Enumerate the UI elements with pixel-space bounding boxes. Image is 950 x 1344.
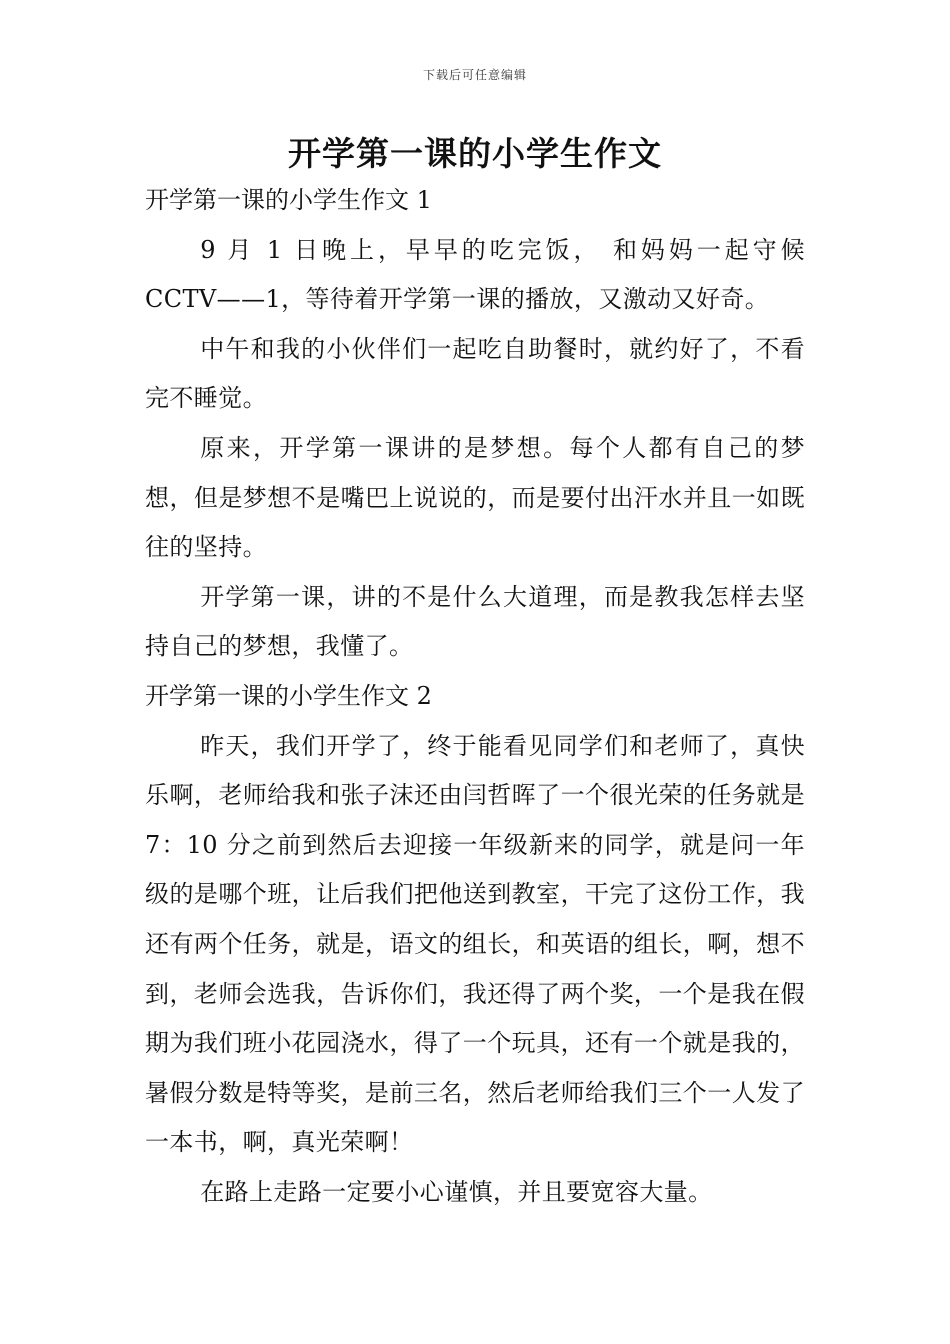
paragraph: 开学第一课，讲的不是什么大道理，而是教我怎样去坚持自己的梦想，我懂了。 [145,582,805,661]
paragraph: 原来，开学第一课讲的是梦想。每个人都有自己的梦想，但是梦想不是嘴巴上说说的，而是要付出汗水并且一如既往的坚持。 [145,433,805,562]
paragraph: 中午和我的小伙伴们一起吃自助餐时，就约好了，不看完不睡觉。 [145,334,805,413]
paragraph: 昨天，我们开学了，终于能看见同学们和老师了，真快乐啊，老师给我和张子沫还由闫哲晖了一个很光荣的任务就是 7：10 分之前到然后去迎接一年级新来的同学，就是问一年级的是哪个班，让后我们把他送到教室，干完了这份工作，我还有两个任务，就是，语文的组长，和英语的组长，啊，想不到，老师会选我，告诉你们，我还得了两个奖，一个是我在假期为我们班小花园浇水，得了一个玩具，还有一个就是我的，暑假分数是特等奖，是前三名，然后老师给我们三个一人发了一本书，啊，真光荣啊！ [145,731,805,1157]
section-heading-1: 开学第一课的小学生作文 1 [145,186,432,214]
paragraph: 在路上走路一定要小心谨慎，并且要宽容大量。 [200,1177,713,1206]
paragraph: 9 月 1 日晚上，早早的吃完饭， 和妈妈一起守候 CCTV——1，等待着开学第一课的播放，又激动又好奇。 [145,235,805,314]
document-body [145,176,805,1217]
header-note: 下载后可任意编辑 [422,68,527,82]
section-heading-2: 开学第一课的小学生作文 2 [145,681,432,710]
document-title: 开学第一课的小学生作文 [288,134,662,173]
